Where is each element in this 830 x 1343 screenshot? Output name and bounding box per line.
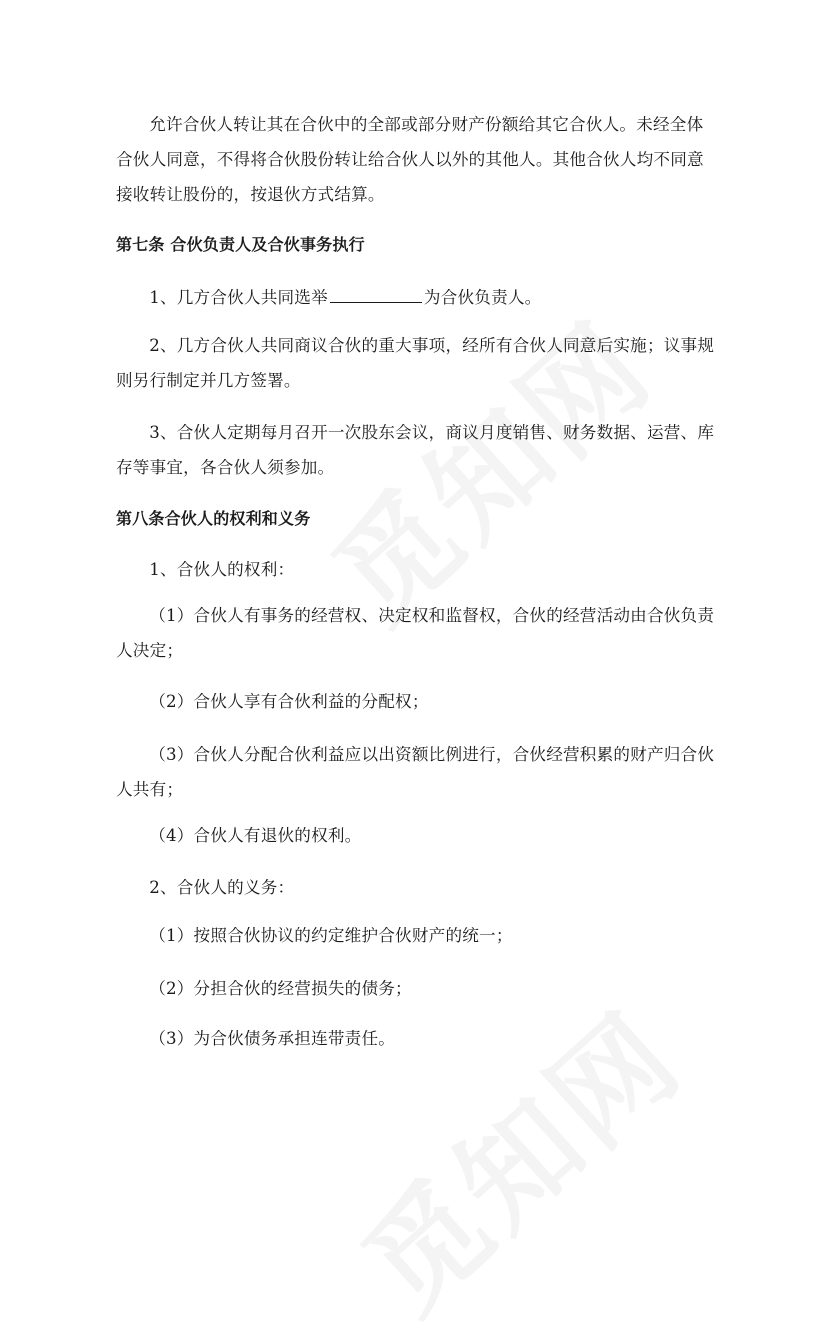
rights-item-4: （4）合伙人有退伙的权利。	[149, 826, 362, 845]
item-1-prefix: 1、几方合伙人共同选举	[149, 288, 328, 307]
rights-item-2: （2）合伙人享有合伙利益的分配权；	[149, 692, 429, 711]
rights-title: 1、合伙人的权利：	[149, 560, 295, 579]
rights-item-1: （1）合伙人有事务的经营权、决定权和监督权，合伙的经营活动由合伙负责人决定；	[116, 606, 715, 660]
duties-item-3: （3）为合伙债务承担连带责任。	[149, 1029, 396, 1048]
rights-item-3: （3）合伙人分配合伙利益应以出资额比例进行，合伙经营积累的财产归合伙人共有；	[116, 745, 715, 799]
duties-item-1: （1）按照合伙协议的约定维护合伙财产的统一；	[149, 926, 513, 945]
article-7-item-3: 3、合伙人定期每月召开一次股东会议，商议月度销售、财务数据、运营、库存等事宜，各合伙人须参加。	[116, 423, 715, 477]
article-7-heading: 第七条 合伙负责人及合伙事务执行	[116, 235, 365, 254]
article-7-item-2: 2、几方合伙人共同商议合伙的重大事项，经所有合伙人同意后实施；议事规则另行制定并几方签署。	[116, 336, 715, 390]
item-1-suffix: 为合伙负责人。	[423, 288, 542, 307]
article-8-heading: 第八条合伙人的权利和义务	[116, 509, 311, 528]
duties-title: 2、合伙人的义务：	[149, 878, 295, 897]
paragraph-transfer: 允许合伙人转让其在合伙中的全部或部分财产份额给其它合伙人。未经全体合伙人同意，不得将合伙股份转让给合伙人以外的其他人。其他合伙人均不同意接收转让股份的，按退伙方式结算。	[116, 115, 704, 204]
duties-item-2: （2）分担合伙的经营损失的债务；	[149, 979, 412, 998]
blank-line	[330, 284, 422, 303]
article-7-item-1	[116, 280, 718, 315]
